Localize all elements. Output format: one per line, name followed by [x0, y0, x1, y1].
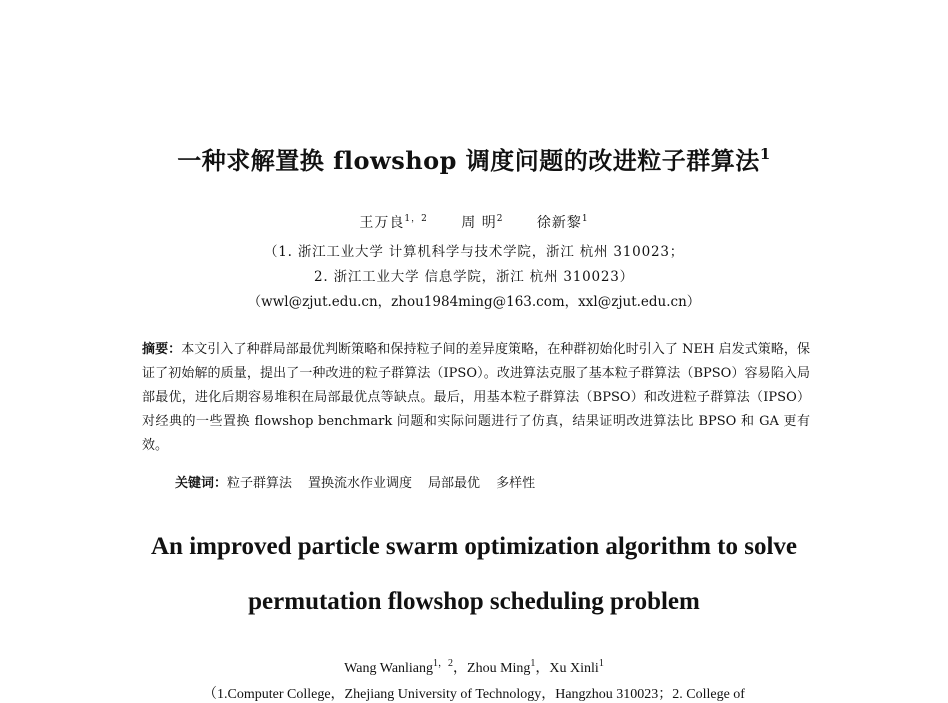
author-emails: （wwl@zjut.edu.cn，zhou1984ming@163.com，xxl@zjut.edu.cn） [247, 294, 701, 310]
keyword: 局部最优 [428, 476, 481, 491]
author-separator: ， [453, 661, 468, 676]
keyword: 置换流水作业调度 [308, 476, 413, 491]
author-affiliation-marker: 1 [581, 214, 589, 224]
abstract [142, 338, 810, 458]
english-affiliation: （1.Computer College，Zhejiang University of Technology，Hangzhou 310023；2. College of [203, 687, 745, 702]
author-affiliation-marker: 2 [496, 214, 504, 224]
author-name: 周 明 [461, 215, 497, 231]
keywords-label: 关键词： [175, 476, 228, 491]
abstract-label: 摘要： [142, 342, 182, 357]
english-title-line-2: permutation flowshop scheduling problem [248, 588, 700, 615]
chinese-title-text: 一种求解置换 flowshop 调度问题的改进粒子群算法 [177, 146, 760, 175]
affiliation-line-2: 2. 浙江工业大学 信息学院，浙江 杭州 310023） [314, 269, 634, 285]
author-affiliation-marker: 1，2 [433, 658, 454, 669]
author-name: Wang Wanliang [344, 661, 434, 676]
author-separator: ， [535, 661, 550, 676]
english-authors [0, 654, 948, 677]
author-name: 徐新黎 [536, 215, 582, 231]
chinese-title [0, 141, 948, 176]
author-affiliation-marker: 1 [598, 658, 604, 669]
author-affiliation-marker: 1，2 [404, 214, 428, 224]
author-name: Zhou Ming [467, 661, 531, 676]
author-affiliation-marker: 1 [530, 658, 536, 669]
author-name: 王万良 [359, 215, 405, 231]
author-name: Xu Xinli [549, 661, 599, 676]
chinese-authors [0, 211, 948, 232]
abstract-text: 本文引入了种群局部最优判断策略和保持粒子间的差异度策略，在种群初始化时引入了 NEH 启发式策略，保证了初始解的质量，提出了一种改进的粒子群算法（IPSO）。改进算法克服了基本粒子群算法（BPSO）容易陷入局部最优，进化后期容易堆积在局部最优点等缺点。最后，用基本粒子群算法（BPSO）和改进粒子群算法（IPSO）对经典的一些置换 flowshop benchmark 问题和实际问题进行了仿真，结果证明改进算法比 BPSO 和 GA 更有效。 [142, 342, 810, 453]
keywords [175, 472, 551, 491]
english-title-line-1: An improved particle swarm optimization algorithm to solve [151, 533, 797, 560]
keyword: 多样性 [496, 476, 536, 491]
title-footnote-marker: 1 [759, 145, 771, 163]
keyword: 粒子群算法 [227, 476, 293, 491]
affiliation-line-1: （1. 浙江工业大学 计算机科学与技术学院，浙江 杭州 310023； [263, 244, 685, 260]
